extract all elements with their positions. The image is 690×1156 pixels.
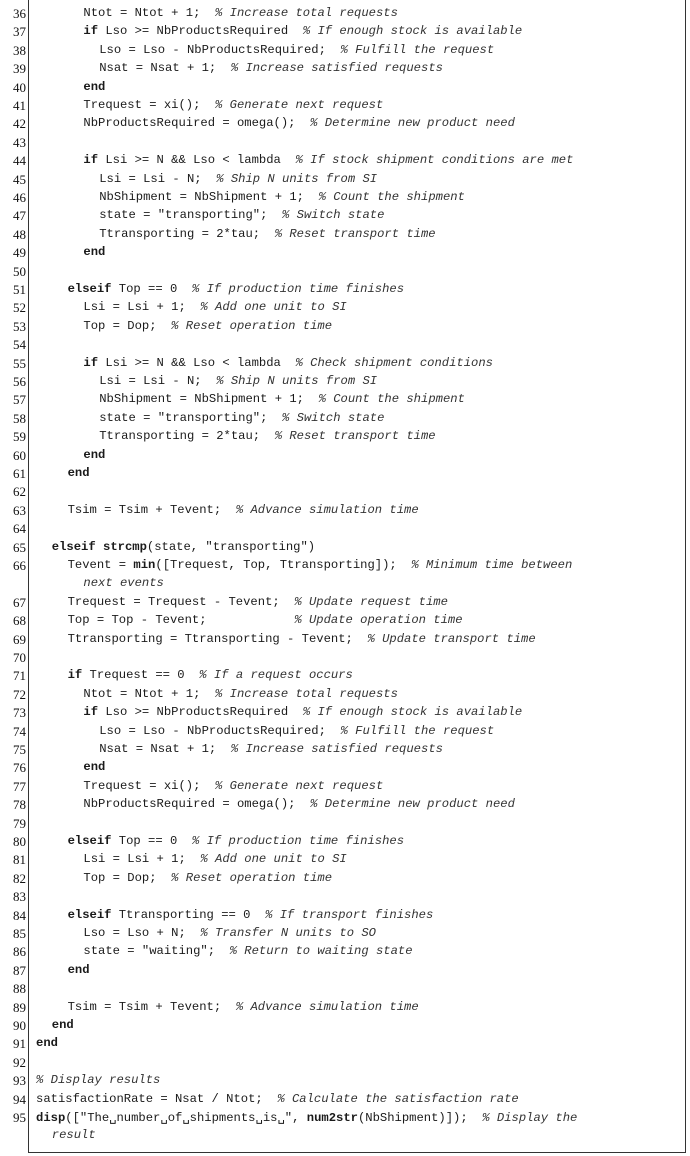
keyword: end [83,245,106,260]
comment: % If transport finishes [265,907,434,922]
line-number-gutter-rule [28,0,29,1152]
keyword: end [83,79,106,94]
code-line [68,595,448,609]
code-text: (NbShipment)]); [357,1111,483,1125]
comment: % Generate next request [215,778,384,793]
line-number: 87 [13,962,26,978]
code-line [68,632,536,646]
code-line [83,98,383,112]
code-line [83,779,383,793]
line-number: 77 [13,778,26,794]
line-number: 56 [13,374,26,389]
code-line [83,153,573,167]
code-line [99,429,435,443]
line-number: 45 [13,171,26,187]
code-line [99,374,377,388]
code-line [52,1128,96,1142]
line-number: 70 [13,650,26,665]
comment: % Reset operation time [171,318,333,333]
code-line [83,705,522,719]
code-line [68,908,434,922]
code-line [52,540,315,554]
comment: result [51,1128,96,1143]
comment: % Return to waiting state [229,944,413,959]
line-number: 86 [13,944,26,960]
code-text: Trequest = xi(); [83,98,216,112]
code-line [83,687,398,701]
keyword: elseif [67,907,112,922]
comment: % Advance simulation time [235,502,419,517]
line-number: 88 [13,981,26,997]
code-text: Ntot = Ntot + 1; [83,6,216,20]
comment: % Switch state [282,410,385,425]
line-number: 78 [13,797,26,813]
code-line [83,576,163,590]
code-line [99,742,443,756]
keyword: elseif [51,539,96,554]
code-text: Tsim = Tsim + Tevent; [67,999,236,1014]
code-line [83,319,332,333]
code-text: Lsi = Lsi - N; [99,374,217,388]
code-line [83,760,105,774]
code-line [83,116,515,130]
line-number: 93 [13,1073,26,1089]
line-number: 57 [13,392,26,408]
code-line [36,1092,519,1106]
keyword: strcmp [103,539,147,554]
line-number: 64 [13,521,26,537]
comment: % Minimum time between [411,558,573,572]
comment: % Ship N units from SI [216,171,378,186]
line-number: 69 [13,631,26,647]
line-number: 68 [13,613,26,629]
code-line [83,24,522,38]
comment: % Update request time [294,594,448,609]
comment: % Increase satisfied requests [230,742,443,756]
keyword: elseif [67,834,112,848]
code-line [83,6,398,20]
code-line [99,208,384,222]
line-number: 66 [13,558,26,573]
code-line [68,1000,419,1014]
comment: % Switch state [282,208,385,223]
line-number: 38 [13,42,26,58]
code-text: Top = Top - Tevent; [67,613,295,628]
code-text: Lso = Lso - NbProductsRequired; [99,42,341,57]
line-number: 74 [13,723,26,739]
keyword: if [83,705,99,720]
code-text: Lsi = Lsi - N; [99,171,217,186]
line-number: 91 [13,1036,26,1052]
code-text: Top == 0 [111,282,192,296]
keyword: num2str [306,1111,358,1125]
code-text: (["The␣number␣of␣shipments␣is␣", [65,1111,307,1125]
comment: % Fulfill the request [340,42,495,57]
code-text: Lsi = Lsi + 1; [83,300,201,315]
code-text: Trequest = Trequest - Tevent; [67,594,295,609]
code-line [83,852,346,866]
line-number: 84 [13,907,26,923]
line-number: 81 [13,852,26,868]
keyword: end [83,447,106,462]
keyword: disp [36,1111,66,1125]
code-line [99,724,494,738]
comment: % If stock shipment conditions are met [295,153,574,168]
line-number: 76 [13,760,26,776]
line-number: 65 [13,539,26,555]
line-number: 44 [13,153,26,169]
comment: % Update transport time [367,631,536,646]
line-number: 39 [13,61,26,77]
comment: % Ship N units from SI [216,374,378,388]
line-number: 48 [13,226,26,242]
code-line [99,172,377,186]
code-line [68,668,353,682]
line-number: 58 [13,410,26,426]
code-line [99,411,384,425]
code-text: Trequest == 0 [82,668,200,683]
code-line [68,613,463,627]
code-text: NbProductsRequired = omega(); [83,797,311,812]
code-text: state = "waiting"; [83,944,230,959]
comment: % Increase satisfied requests [230,61,443,76]
code-text: NbShipment = NbShipment + 1; [99,392,319,407]
line-number: 63 [13,502,26,518]
code-line [68,558,573,572]
comment: % Add one unit to SI [200,300,347,315]
code-line [36,1110,577,1125]
code-line [83,797,515,811]
code-text: state = "transporting"; [99,410,283,425]
code-line [68,963,90,977]
line-number: 55 [13,355,26,371]
code-line [36,1073,160,1087]
comment: % If production time finishes [191,282,405,296]
code-line [99,227,435,241]
comment: next events [83,576,164,591]
line-number: 89 [13,999,26,1015]
keyword: if [83,24,99,39]
code-line [99,190,465,204]
comment: % Update operation time [294,613,463,628]
line-number: 52 [13,300,26,316]
line-number: 80 [13,834,26,849]
line-number: 42 [13,116,26,132]
line-number: 46 [13,190,26,205]
comment: % Reset transport time [274,226,436,241]
comment: % Add one unit to SI [200,852,347,867]
line-number: 79 [13,815,26,831]
code-text: Trequest = xi(); [83,778,216,793]
code-text: Nsat = Nsat + 1; [99,742,231,756]
line-number: 60 [13,447,26,463]
keyword: end [36,1036,58,1051]
comment: % Transfer N units to SO [200,926,376,940]
line-number: 43 [13,134,26,150]
line-number: 61 [13,466,26,481]
line-number: 95 [13,1110,26,1125]
code-line [83,871,332,885]
code-line [83,300,346,314]
line-number: 73 [13,705,26,721]
code-text: Lsi = Lsi + 1; [83,852,201,867]
line-number: 49 [13,245,26,261]
line-number: 40 [13,79,26,95]
code-text: Top = Dop; [83,318,172,333]
code-text: NbProductsRequired = omega(); [83,116,311,131]
code-line [68,466,90,480]
line-number: 59 [13,429,26,445]
code-text: Lsi >= N && Lso < lambda [98,355,296,370]
comment: % If a request occurs [199,668,353,683]
code-line [52,1018,74,1032]
comment: % Fulfill the request [340,723,495,738]
line-number: 90 [13,1018,26,1033]
code-text: Ttransporting = 2*tau; [99,429,275,444]
keyword: elseif [67,282,112,296]
code-text: Lso = Lso - NbProductsRequired; [99,723,341,738]
code-line [83,80,105,94]
line-number: 85 [13,926,26,941]
code-text: Ntot = Ntot + 1; [83,686,216,701]
comment: % Check shipment conditions [295,355,493,370]
keyword: min [133,558,156,572]
keyword: end [67,962,90,977]
keyword: end [67,466,90,480]
comment: % If enough stock is available [302,705,523,720]
line-number: 75 [13,742,26,757]
line-number: 37 [13,24,26,40]
code-line [68,834,404,848]
code-text: Lso = Lso + N; [83,926,201,940]
keyword: if [83,355,99,370]
code-line [68,282,404,296]
code-line [83,356,493,370]
keyword: end [51,1018,74,1032]
code-text: Tevent = [67,558,134,572]
line-number: 94 [13,1091,26,1107]
code-line [99,61,443,75]
code-text: Top == 0 [111,834,192,848]
comment: % Generate next request [215,98,384,112]
comment: % Determine new product need [310,797,515,812]
line-number: 62 [13,484,26,500]
keyword: end [83,760,106,775]
code-text: state = "transporting"; [99,208,283,223]
code-text: Ttransporting = Ttransporting - Tevent; [67,631,368,646]
comment: % Calculate the satisfaction rate [277,1091,519,1106]
code-line [83,245,105,259]
line-number: 92 [13,1054,26,1070]
comment: % If production time finishes [191,834,405,848]
line-number: 83 [13,889,26,905]
comment: % Advance simulation time [235,999,419,1014]
keyword: if [67,668,83,683]
comment: % Determine new product need [310,116,515,131]
line-number: 53 [13,318,26,334]
line-number: 67 [13,594,26,610]
comment: % Reset operation time [171,870,333,885]
line-number: 71 [13,668,26,684]
code-text: Top = Dop; [83,870,172,885]
comment: % Increase total requests [215,6,398,20]
line-number: 82 [13,870,26,886]
comment: % Increase total requests [215,686,398,701]
code-text: Lso >= NbProductsRequired [98,24,303,39]
line-number: 72 [13,686,26,702]
code-text: (state, "transporting") [146,539,316,554]
code-line [83,944,412,958]
code-text: ([Trequest, Top, Ttransporting]); [155,558,412,572]
comment: % If enough stock is available [302,24,523,39]
code-line [99,43,494,57]
code-text: satisfactionRate = Nsat / Ntot; [36,1091,278,1106]
code-text: Lsi >= N && Lso < lambda [98,153,296,168]
code-text: Nsat = Nsat + 1; [99,61,231,76]
line-number: 36 [13,6,26,21]
keyword: if [83,153,99,168]
code-text: Lso >= NbProductsRequired [98,705,303,720]
line-number: 51 [13,282,26,297]
comment: % Count the shipment [318,392,465,407]
code-text [96,540,103,554]
code-line [83,926,376,940]
code-line [68,503,419,517]
comment: % Display results [36,1073,161,1088]
code-text: Ttransporting == 0 [111,907,266,922]
code-text: Ttransporting = 2*tau; [99,226,275,241]
code-line [83,448,105,462]
code-line [99,392,465,406]
code-text: Tsim = Tsim + Tevent; [67,502,236,517]
line-number: 50 [13,263,26,279]
line-number: 41 [13,98,26,113]
comment: % Display the [482,1111,578,1125]
line-number: 47 [13,208,26,224]
comment: % Count the shipment [318,190,465,204]
line-number: 54 [13,337,26,353]
comment: % Reset transport time [274,429,436,444]
code-text: NbShipment = NbShipment + 1; [99,190,319,204]
code-line [36,1036,58,1050]
